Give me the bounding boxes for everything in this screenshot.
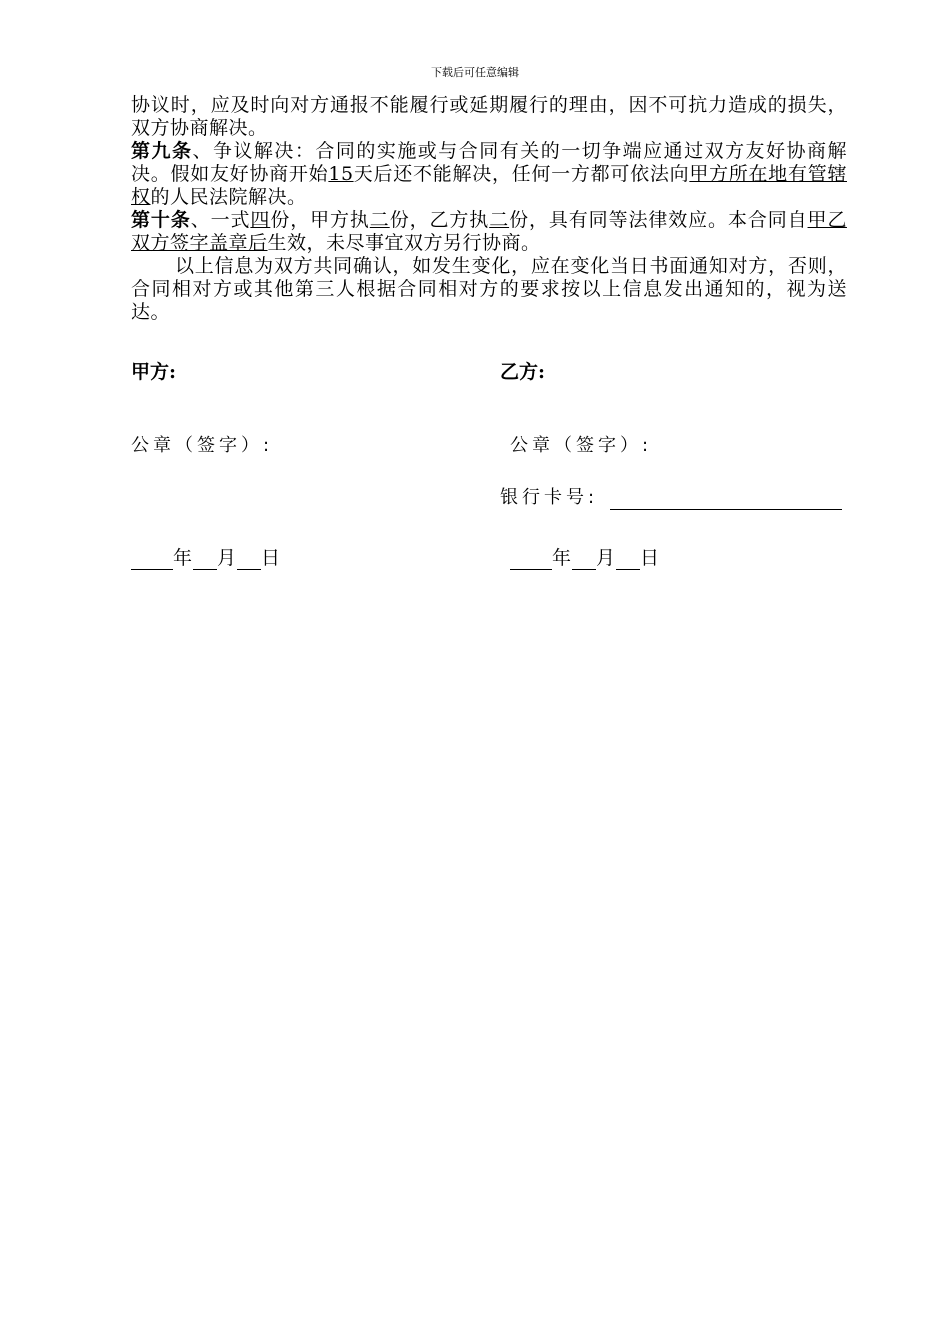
- article-10-copies-a: 二: [369, 209, 390, 231]
- bank-card-label: 银行卡号:: [500, 487, 599, 508]
- party-b-label: 乙方:: [500, 361, 546, 383]
- article-9-court: 甲方所在地有管辖权: [131, 163, 847, 208]
- article-9-text-1: 、争议解决：合同的实施或与合同有关的一切争端应通过双方友好协商解决。假如友好协商开始: [131, 140, 847, 185]
- article-10-text-2: 份，甲方执: [270, 209, 370, 231]
- article-9-text-2: 天后还不能解决，任何一方都可依法向: [353, 163, 690, 185]
- article-10-text-5: 生效，未尽事宜双方另行协商。: [267, 232, 541, 254]
- article-10-text-1: 、一式: [190, 209, 251, 231]
- party-b-date: [510, 546, 660, 570]
- party-b-seal-label: 公章（签字）:: [510, 435, 653, 456]
- party-a-month-blank[interactable]: [193, 551, 217, 570]
- article-9-days: 15: [328, 163, 354, 185]
- party-a-month-label: 月: [217, 547, 238, 569]
- contract-body: [131, 94, 847, 324]
- article-10-text-3: 份，乙方执: [389, 209, 490, 231]
- party-a-seal-label: 公章（签字）:: [131, 435, 274, 456]
- party-b-year-blank[interactable]: [510, 551, 552, 570]
- party-a-day-blank[interactable]: [237, 551, 261, 570]
- page-header: 下载后可任意编辑: [431, 66, 519, 79]
- article-10-effective: 甲乙双方签字盖章后: [131, 209, 847, 254]
- party-b-year-label: 年: [552, 547, 573, 569]
- article-10-copies-total: 四: [250, 209, 271, 231]
- article-10-text-4: 份，具有同等法律效应。本合同自: [509, 209, 808, 231]
- party-b-month-label: 月: [596, 547, 617, 569]
- bank-card-row: [500, 486, 842, 510]
- article-9-text-3: 的人民法院解决。: [150, 186, 307, 208]
- party-a-label: 甲方:: [131, 361, 177, 383]
- party-a-day-label: 日: [261, 547, 282, 569]
- article-9-title: 第九条: [131, 140, 193, 162]
- article-10-copies-b: 二: [489, 209, 510, 231]
- party-b-day-blank[interactable]: [616, 551, 640, 570]
- article-10-title: 第十条: [131, 209, 191, 231]
- article-10: [131, 209, 847, 255]
- party-a-date: [131, 546, 281, 570]
- party-a-year-label: 年: [173, 547, 194, 569]
- article-9: [131, 140, 847, 209]
- paragraph-force-majeure: 协议时，应及时向对方通报不能履行或延期履行的理由，因不可抗力造成的损失，双方协商解决。: [131, 94, 847, 139]
- party-b-day-label: 日: [640, 547, 661, 569]
- paragraph-notice: 以上信息为双方共同确认，如发生变化，应在变化当日书面通知对方，否则，合同相对方或其他第三人根据合同相对方的要求按以上信息发出通知的，视为送达。: [131, 255, 847, 323]
- bank-card-field[interactable]: [610, 491, 842, 510]
- party-a-year-blank[interactable]: [131, 551, 173, 570]
- party-b-month-blank[interactable]: [572, 551, 596, 570]
